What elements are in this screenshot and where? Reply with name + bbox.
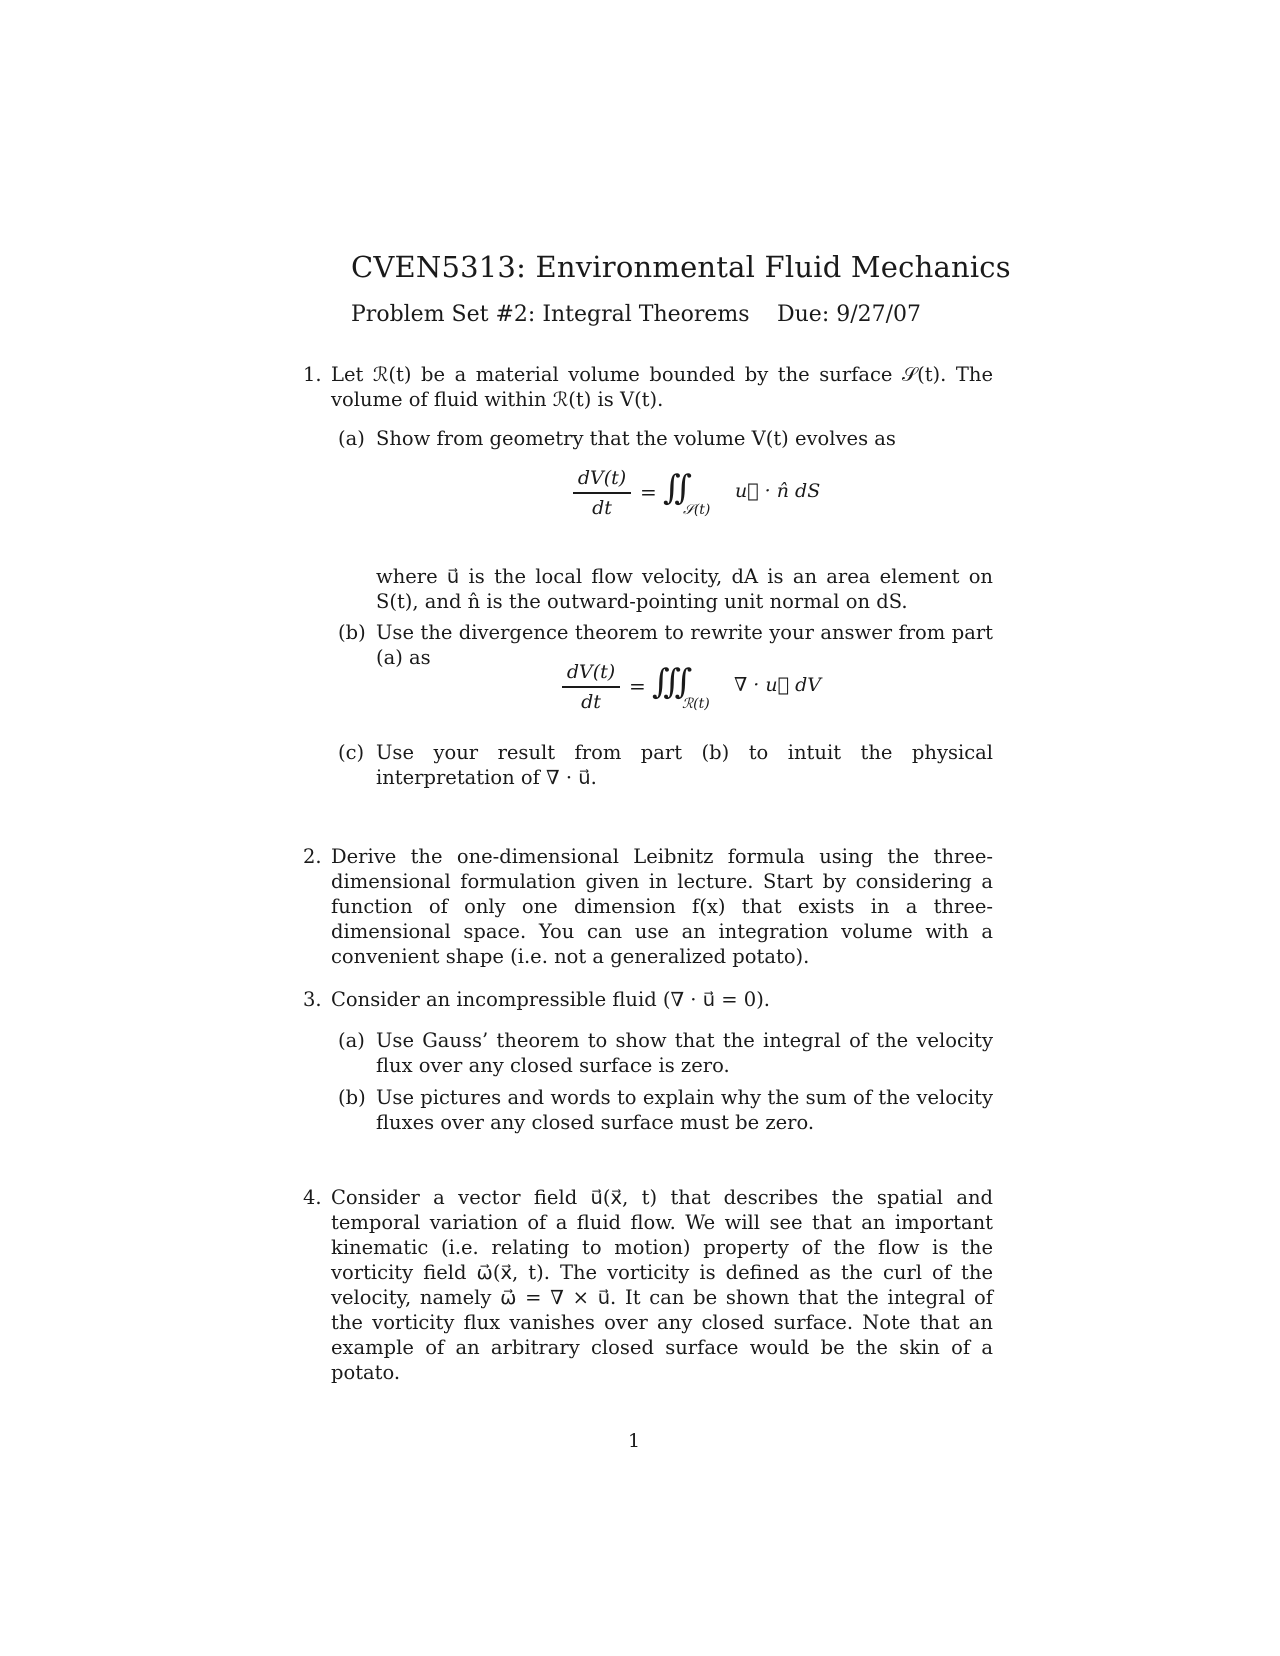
integral-domain: ℛ(t): [682, 696, 710, 712]
fraction-bar: [573, 492, 631, 494]
problem-text: Consider a vector field u⃗(x⃗, t) that describes the spatial and temporal variation of a fluid flow. We will see that an important kinematic (i.e. relating to motion) property of the flow is the vorticity field ω⃗(x⃗, t). The vorticity is defined as the curl of the velocity, namely ω⃗ = ∇ × u⃗. It can be shown that the integral of the vorticity flux vanishes over any closed surface. Note that an example of an arbitrary closed surface would be the skin of a potato.: [331, 1186, 993, 1384]
problem-1-part-c: [338, 740, 993, 790]
problem-set-subtitle: Problem Set #2: Integral Theorems: [351, 302, 750, 327]
problem-1-part-a-followup: [338, 564, 993, 614]
problem-3-part-b: [338, 1085, 993, 1135]
part-text: Use the divergence theorem to rewrite your answer from part (a) as: [376, 621, 993, 669]
problem-3-part-a: [338, 1028, 993, 1078]
equation-volume-integral: [562, 660, 822, 730]
integrand: ∇ · u⃗ dV: [734, 674, 821, 696]
equals-sign: =: [629, 674, 646, 698]
problem-3: [303, 987, 993, 1012]
triple-integral-symbol: ∭: [652, 662, 683, 702]
fraction-denominator: dt: [581, 690, 601, 713]
integral-domain: 𝒮(t): [683, 502, 711, 518]
problem-number: 2.: [303, 845, 322, 868]
problem-1: [303, 362, 993, 412]
part-label: (a): [338, 427, 365, 450]
due-date: Due: 9/27/07: [777, 302, 922, 327]
part-text: Use pictures and words to explain why the sum of the velocity fluxes over any closed surface must be zero.: [376, 1086, 993, 1134]
problem-1-part-a: [338, 426, 993, 451]
problem-text: Derive the one-dimensional Leibnitz formula using the three-dimensional formulation given in lecture. Start by considering a function of only one dimension f(x) that exists in a three-dimensional space. You can use an integration volume with a convenient shape (i.e. not a generalized potato).: [331, 845, 993, 968]
page-number: 1: [628, 1430, 641, 1452]
integrand: u⃗ · n̂ dS: [735, 480, 821, 502]
fraction-bar: [562, 686, 620, 688]
page-title: CVEN5313: Environmental Fluid Mechanics: [351, 250, 1011, 284]
part-text: Show from geometry that the volume V(t) evolves as: [376, 427, 896, 450]
fraction-denominator: dt: [592, 496, 612, 519]
fraction: [562, 660, 620, 714]
equals-sign: =: [640, 480, 657, 504]
problem-number: 1.: [303, 363, 322, 386]
part-label: (b): [338, 621, 366, 644]
problem-4: [303, 1185, 993, 1385]
fraction-numerator: dV(t): [577, 467, 627, 489]
fraction: [573, 466, 631, 520]
part-text: Use Gauss’ theorem to show that the integral of the velocity flux over any closed surface is zero.: [376, 1029, 993, 1077]
part-text: Use your result from part (b) to intuit the physical interpretation of ∇ · u⃗.: [376, 741, 993, 789]
fraction-numerator: dV(t): [566, 661, 616, 683]
problem-number: 4.: [303, 1186, 322, 1209]
part-label: (b): [338, 1086, 366, 1109]
part-label: (a): [338, 1029, 365, 1052]
problem-number: 3.: [303, 988, 322, 1011]
part-label: (c): [338, 741, 365, 764]
double-integral-symbol: ∬: [663, 468, 682, 508]
problem-2: [303, 844, 993, 969]
part-text: where u⃗ is the local flow velocity, dA is an area element on S(t), and n̂ is the outward-pointing unit normal on dS.: [376, 565, 993, 613]
problem-text: Let ℛ(t) be a material volume bounded by the surface 𝒮(t). The volume of fluid within ℛ(t) is V(t).: [331, 363, 993, 411]
equation-surface-integral: [573, 466, 821, 536]
problem-text: Consider an incompressible fluid (∇ · u⃗ = 0).: [331, 988, 770, 1011]
